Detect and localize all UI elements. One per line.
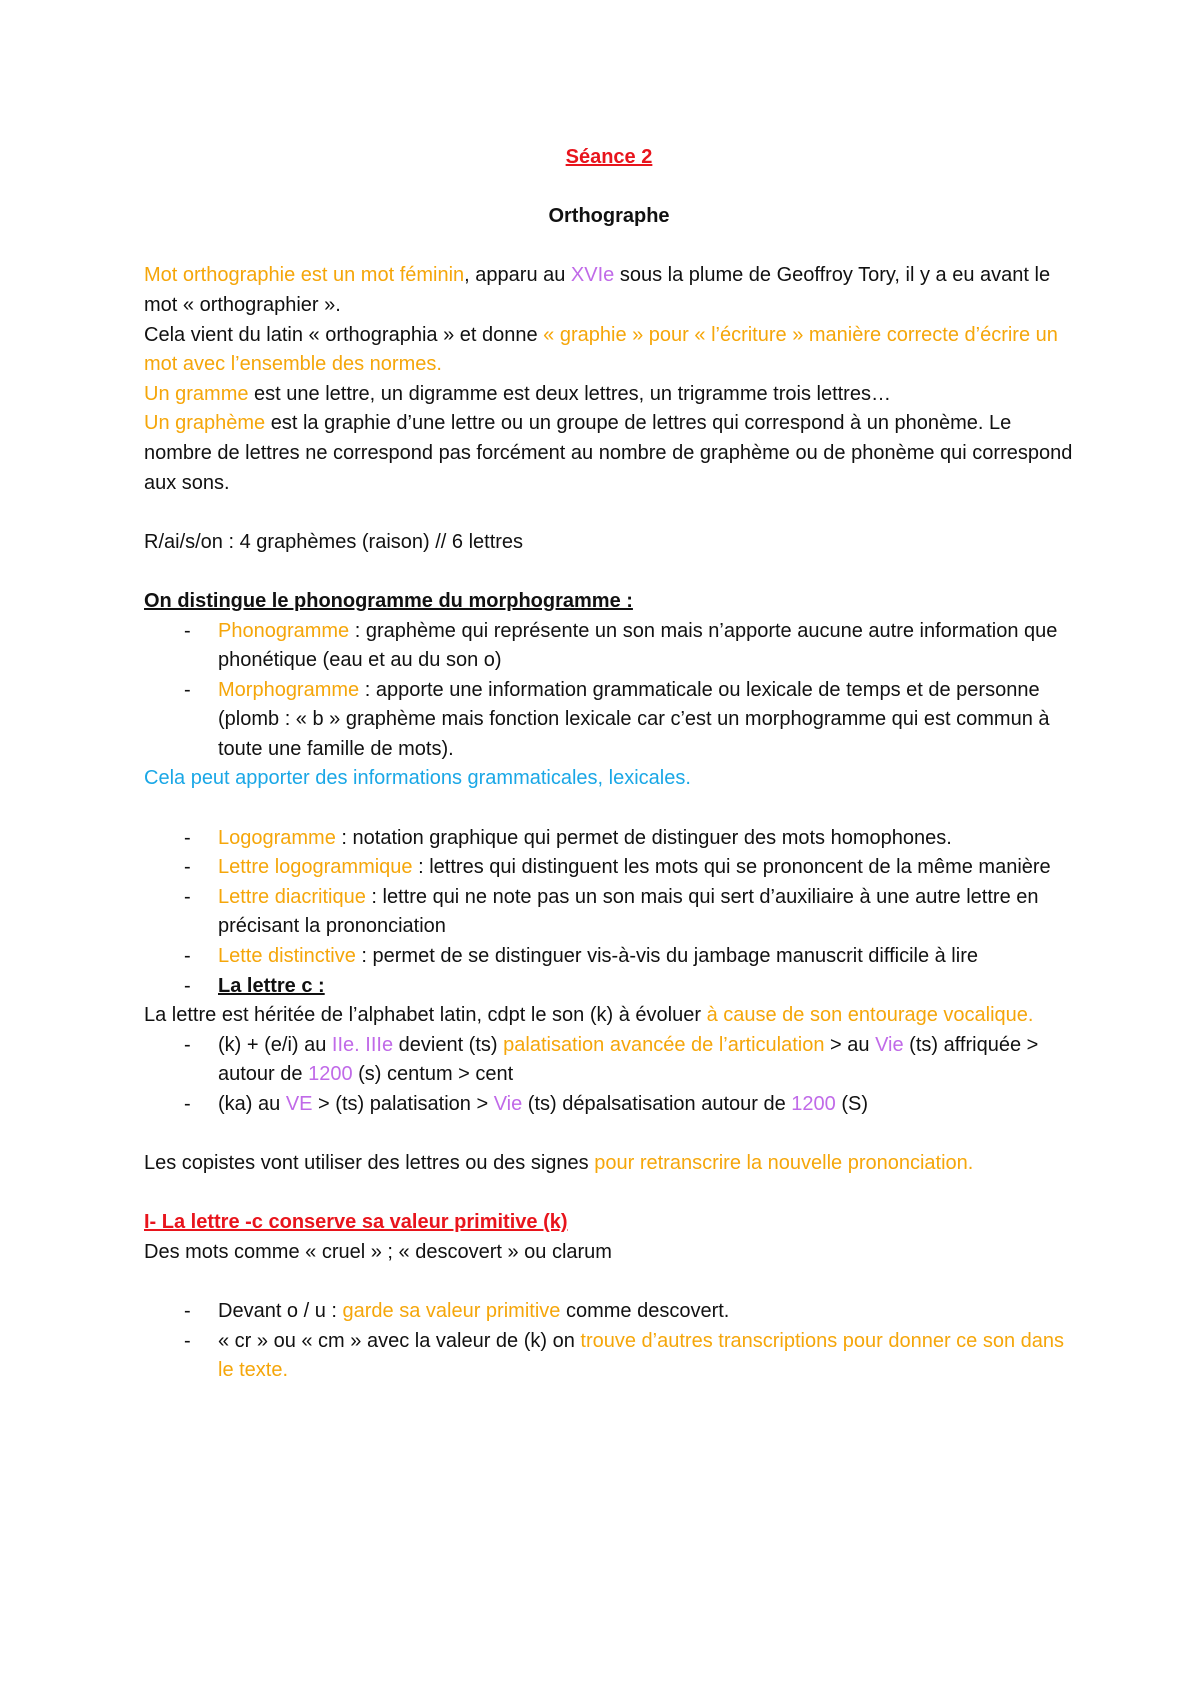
- section-heading-phonogramme: On distingue le phonogramme du morphogramme :: [144, 589, 633, 612]
- paragraph-gramme: [144, 380, 1074, 410]
- list-item-ka: [144, 1090, 1074, 1120]
- term-text: Lette distinctive: [218, 945, 356, 968]
- highlight-text: Un gramme: [144, 382, 249, 405]
- bullet-dash: -: [184, 826, 191, 849]
- list-item-lettre-c: [144, 972, 1074, 1002]
- term-text: Morphogramme: [218, 678, 360, 701]
- body-text: (ka) au: [218, 1093, 286, 1115]
- paragraph-grapheme: [144, 409, 1074, 498]
- term-text: Phonogramme: [218, 619, 350, 642]
- bullet-dash: -: [184, 1093, 191, 1115]
- document-title: Séance 2: [565, 146, 653, 168]
- body-text: Cela vient du latin « orthographia » et donne: [144, 323, 544, 346]
- list-item-cr-cm: [144, 1327, 1074, 1386]
- century-text: Vie: [493, 1093, 523, 1115]
- body-text: La lettre est héritée de l’alphabet latin, cdpt le son (k) à évoluer: [144, 1004, 707, 1027]
- bullet-dash: -: [184, 885, 191, 908]
- document-subtitle: Orthographe: [548, 205, 670, 228]
- year-text: 1200: [308, 1063, 353, 1086]
- highlight-text: Mot orthographie est un mot féminin: [144, 264, 465, 287]
- body-text: > (ts) palatisation >: [312, 1093, 494, 1115]
- definition-text: : lettre qui ne note pas un son mais qui sert d’auxiliaire à une autre lettre en précisant la prononciation: [218, 885, 1039, 938]
- list-item-logogramme: [144, 824, 1074, 854]
- list-item-lettre-logogrammique: [144, 853, 1074, 883]
- paragraph-copistes: [144, 1149, 1074, 1179]
- term-text: Logogramme: [218, 826, 336, 849]
- definition-text: : notation graphique qui permet de distinguer des mots homophones.: [335, 826, 952, 849]
- section-heading-valeur-primitive: I- La lettre -c conserve sa valeur primitive (k): [144, 1211, 568, 1234]
- paragraph-lettre-heritee: [144, 1001, 1074, 1031]
- bullet-dash: -: [184, 974, 191, 997]
- highlight-text: trouve d’autres transcriptions pour donner ce son dans le texte.: [218, 1329, 1065, 1382]
- century-text: IIe. IIIe: [331, 1033, 394, 1056]
- highlight-text: palatisation avancée de l’articulation: [503, 1033, 825, 1056]
- body-text: Les copistes vont utiliser des lettres ou des signes: [144, 1152, 595, 1175]
- paragraph-origin: [144, 261, 1074, 320]
- body-text: « cr » ou « cm » avec la valeur de (k) on: [218, 1329, 581, 1352]
- highlight-text: Un graphème: [144, 412, 266, 435]
- list-item-phonogramme: [144, 617, 1074, 676]
- body-text: devient (ts): [393, 1033, 504, 1056]
- paragraph-exemples: Des mots comme « cruel » ; « descovert » ou clarum: [144, 1240, 612, 1263]
- bullet-dash: -: [184, 1033, 191, 1056]
- highlight-text: « graphie » pour « l’écriture » manière correcte d’écrire un mot avec l’ensemble des normes.: [144, 323, 1058, 376]
- body-text: (ts) dépalsatisation autour de: [522, 1093, 792, 1115]
- body-text: (s) centum > cent: [352, 1063, 514, 1086]
- bullet-dash: -: [184, 1300, 191, 1323]
- body-text: (ts) affriquée > autour de: [218, 1033, 1039, 1086]
- term-text: Lettre logogrammique: [218, 856, 413, 879]
- list-item-lette-distinctive: [144, 942, 1074, 972]
- body-text: est la graphie d’une lettre ou un groupe de lettres qui correspond à un phonème. Le nombre de lettres ne correspond pas forcément au nombre de graphème ou de phonème qui correspond aux sons.: [144, 412, 1073, 494]
- body-text: , apparu au: [464, 264, 571, 287]
- body-text: est une lettre, un digramme est deux lettres, un trigramme trois lettres…: [248, 382, 891, 405]
- definition-text: : apporte une information grammaticale ou lexicale de temps et de personne (plomb : « b » graphème mais fonction lexicale car c’est un morphogramme qui est commun à toute une famille de mots).: [218, 678, 1050, 760]
- list-item-k-ei: [144, 1031, 1074, 1090]
- term-text: Lettre diacritique: [218, 885, 366, 908]
- paragraph-latin: [144, 321, 1074, 380]
- definition-text: : permet de se distinguer vis-à-vis du jambage manuscrit difficile à lire: [355, 945, 978, 968]
- century-text: XVIe: [570, 264, 615, 287]
- century-text: VE: [285, 1093, 313, 1115]
- document-body: [144, 143, 1074, 1386]
- bullet-dash: -: [184, 945, 191, 968]
- year-text: 1200: [791, 1093, 836, 1115]
- paragraph-raison: R/ai/s/on : 4 graphèmes (raison) // 6 lettres: [144, 530, 524, 553]
- body-text: sous la plume de Geoffroy Tory, il y a eu avant le mot « orthographier ».: [144, 264, 1051, 316]
- bullet-dash: -: [184, 856, 191, 879]
- bullet-dash: -: [184, 619, 191, 642]
- bullet-dash: -: [184, 1329, 191, 1352]
- highlight-text: pour retranscrire la nouvelle prononciation.: [594, 1152, 974, 1175]
- paragraph-informations: Cela peut apporter des informations grammaticales, lexicales.: [144, 767, 691, 790]
- century-text: Vie: [875, 1033, 904, 1056]
- body-text: (S): [835, 1093, 869, 1115]
- body-text: comme descovert.: [560, 1300, 730, 1323]
- body-text: > au: [824, 1033, 876, 1056]
- subheading-text: La lettre c :: [218, 974, 325, 997]
- definition-text: : graphème qui représente un son mais n’apporte aucune autre information que phonétique (eau et au du son o): [218, 619, 1058, 672]
- body-text: Devant o / u :: [218, 1300, 343, 1323]
- highlight-text: à cause de son entourage vocalique.: [706, 1004, 1034, 1027]
- definition-text: : lettres qui distinguent les mots qui se prononcent de la même manière: [412, 856, 1051, 879]
- list-item-lettre-diacritique: [144, 883, 1074, 942]
- highlight-text: garde sa valeur primitive: [342, 1300, 561, 1323]
- list-item-devant-ou: [144, 1297, 1074, 1327]
- list-item-morphogramme: [144, 676, 1074, 765]
- body-text: (k) + (e/i) au: [218, 1033, 332, 1056]
- bullet-dash: -: [184, 678, 191, 701]
